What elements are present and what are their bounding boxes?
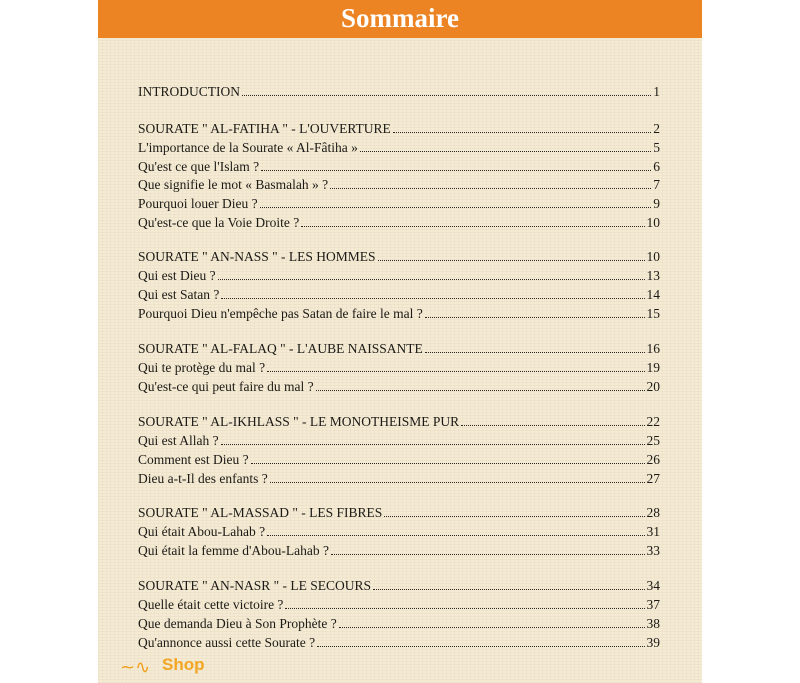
toc-section-heading	[138, 245, 660, 265]
dot-leader	[285, 608, 644, 609]
toc-entry	[138, 593, 660, 613]
dot-leader	[461, 425, 644, 426]
toc-label: SOURATE " AL-IKHLASS " - LE MONOTHEISME PUR	[138, 414, 460, 429]
toc-entry	[138, 429, 660, 449]
toc-page-number: 19	[646, 360, 660, 375]
toc-label: Qui était Abou-Lahab ?	[138, 524, 266, 539]
toc-entry	[138, 539, 660, 559]
dot-leader	[331, 554, 645, 555]
toc-page-number: 34	[646, 578, 660, 593]
shop-logo	[120, 655, 220, 677]
dot-leader	[339, 627, 645, 628]
toc-page-number: 2	[653, 121, 660, 136]
page-title: Sommaire	[98, 0, 702, 38]
toc-page-number: 15	[646, 306, 660, 321]
toc-entry	[138, 612, 660, 632]
document-page	[98, 0, 702, 683]
toc-label: SOURATE " AL-FALAQ " - L'AUBE NAISSANTE	[138, 341, 423, 356]
dot-leader	[393, 132, 651, 133]
toc-label: Pourquoi Dieu n'empêche pas Satan de faire le mal ?	[138, 306, 423, 321]
toc-section-heading	[138, 501, 660, 521]
toc-entry	[138, 448, 660, 468]
toc-label: Qui est Allah ?	[138, 433, 219, 448]
toc-entry	[138, 155, 660, 175]
toc-label: Comment est Dieu ?	[138, 452, 249, 467]
toc-page-number: 5	[653, 140, 660, 155]
toc-page-number: 20	[646, 379, 660, 394]
toc-label: Qu'est-ce que la Voie Droite ?	[138, 215, 300, 230]
toc-label: Qui est Satan ?	[138, 287, 220, 302]
toc-entry	[138, 520, 660, 540]
dot-leader	[425, 352, 645, 353]
toc-label: Que signifie le mot « Basmalah » ?	[138, 177, 329, 192]
toc-page-number: 31	[646, 524, 660, 539]
swirl-icon: ~∿	[120, 657, 151, 678]
dot-leader	[251, 463, 645, 464]
toc-label: Dieu a-t-Il des enfants ?	[138, 471, 268, 486]
toc-label: INTRODUCTION	[138, 84, 240, 99]
toc-label: SOURATE " AL-MASSAD " - LES FIBRES	[138, 505, 383, 520]
toc-page-number: 14	[646, 287, 660, 302]
toc-page-number: 39	[646, 635, 660, 650]
toc-page-number: 13	[646, 268, 660, 283]
toc-entry	[138, 375, 660, 395]
toc-page-number: 10	[646, 249, 660, 264]
dot-leader	[267, 535, 644, 536]
toc-entry	[138, 264, 660, 284]
dot-leader	[317, 646, 644, 647]
toc-page-number: 10	[646, 215, 660, 230]
toc-label: Qui est Dieu ?	[138, 268, 216, 283]
toc-label: Qu'est-ce qui peut faire du mal ?	[138, 379, 314, 394]
toc-page-number: 37	[646, 597, 660, 612]
dot-leader	[270, 482, 645, 483]
dot-leader	[242, 95, 651, 96]
toc-label: L'importance de la Sourate « Al-Fâtiha »	[138, 140, 358, 155]
toc-page-number: 16	[646, 341, 660, 356]
dot-leader	[218, 279, 645, 280]
dot-leader	[301, 226, 644, 227]
toc-section-heading	[138, 80, 660, 100]
dot-leader	[360, 151, 651, 152]
toc-page-number: 25	[646, 433, 660, 448]
toc-page-number: 33	[646, 543, 660, 558]
dot-leader	[378, 260, 645, 261]
toc-entry	[138, 302, 660, 322]
toc-entry	[138, 192, 660, 212]
dot-leader	[330, 188, 651, 189]
toc-page-number: 38	[646, 616, 660, 631]
dot-leader	[316, 390, 645, 391]
logo-text: Shop	[162, 655, 205, 674]
toc-entry	[138, 173, 660, 193]
dot-leader	[221, 298, 644, 299]
dot-leader	[384, 516, 644, 517]
toc-label: Que demanda Dieu à Son Prophète ?	[138, 616, 337, 631]
toc-label: SOURATE " AN-NASR " - LE SECOURS	[138, 578, 372, 593]
toc-label: Qui te protège du mal ?	[138, 360, 266, 375]
toc-label: SOURATE " AL-FATIHA " - L'OUVERTURE	[138, 121, 391, 136]
toc-page-number: 28	[646, 505, 660, 520]
dot-leader	[373, 589, 644, 590]
toc-section-heading	[138, 574, 660, 594]
dot-leader	[425, 317, 645, 318]
toc-page-number: 22	[646, 414, 660, 429]
toc-label: SOURATE " AN-NASS " - LES HOMMES	[138, 249, 376, 264]
toc-entry	[138, 211, 660, 231]
toc-label: Qui était la femme d'Abou-Lahab ?	[138, 543, 329, 558]
toc-entry	[138, 631, 660, 651]
toc-page-number: 27	[646, 471, 660, 486]
toc-label: Pourquoi louer Dieu ?	[138, 196, 258, 211]
toc-entry	[138, 467, 660, 487]
toc-page-number: 1	[653, 84, 660, 99]
toc-entry	[138, 356, 660, 376]
toc-page-number: 7	[653, 177, 660, 192]
toc-label: Qu'est ce que l'Islam ?	[138, 159, 260, 174]
dot-leader	[261, 170, 651, 171]
toc-label: Qu'annonce aussi cette Sourate ?	[138, 635, 316, 650]
dot-leader	[221, 444, 645, 445]
toc-entry	[138, 283, 660, 303]
dot-leader	[267, 371, 644, 372]
toc-section-heading	[138, 117, 660, 137]
toc-page-number: 6	[653, 159, 660, 174]
toc-page-number: 9	[653, 196, 660, 211]
toc-entry	[138, 136, 660, 156]
toc-section-heading	[138, 337, 660, 357]
toc-label: Quelle était cette victoire ?	[138, 597, 284, 612]
toc-page-number: 26	[646, 452, 660, 467]
dot-leader	[260, 207, 652, 208]
toc-section-heading	[138, 410, 660, 430]
